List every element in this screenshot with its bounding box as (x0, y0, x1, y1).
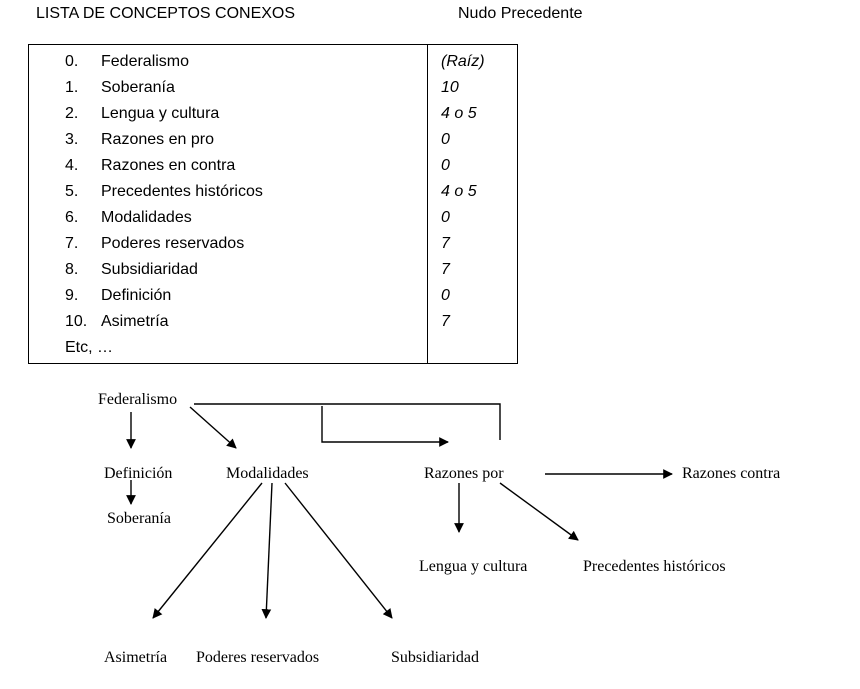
node-federalismo: Federalismo (98, 391, 178, 408)
table-row (29, 257, 517, 282)
row-node: 0 (441, 157, 450, 174)
node-column-title: Nudo Precedente (458, 5, 583, 22)
row-number: 4. (65, 157, 79, 174)
row-number: 7. (65, 235, 79, 252)
row-number: 2. (65, 105, 79, 122)
table-row (29, 179, 517, 204)
table-row (29, 49, 517, 74)
list-title: LISTA DE CONCEPTOS CONEXOS (36, 5, 296, 22)
table-row (29, 153, 517, 178)
row-number: 8. (65, 261, 79, 278)
row-label: Definición (101, 287, 172, 304)
row-node: 0 (441, 209, 450, 226)
edge-federalismo-modalidades (190, 407, 236, 448)
node-soberania: Soberanía (107, 510, 171, 527)
edge-razones-precedentes (500, 483, 578, 540)
row-label: Poderes reservados (101, 235, 245, 252)
row-label: Soberanía (101, 79, 175, 96)
row-number: 3. (65, 131, 79, 148)
concept-map-diagram (0, 380, 860, 689)
row-label: Razones en contra (101, 157, 236, 174)
table-row (29, 283, 517, 308)
row-number: 9. (65, 287, 79, 304)
edge-inner-elbow (322, 406, 448, 442)
table-row (29, 75, 517, 100)
table-row (29, 205, 517, 230)
row-node: (Raíz) (441, 53, 485, 70)
table-row (29, 231, 517, 256)
row-number: 10. (65, 313, 88, 330)
row-label: Razones en pro (101, 131, 214, 148)
row-number: 1. (65, 79, 79, 96)
node-lengua-y-cultura: Lengua y cultura (419, 558, 528, 575)
node-asimetria: Asimetría (104, 649, 168, 666)
table-row-etc (29, 335, 517, 360)
edge-modalidades-asimetria (153, 483, 262, 618)
row-label: Modalidades (101, 209, 192, 226)
row-number: 5. (65, 183, 79, 200)
table-row (29, 127, 517, 152)
node-definicion: Definición (104, 465, 173, 482)
concept-table (28, 44, 518, 364)
row-number: 6. (65, 209, 79, 226)
row-node: 7 (441, 313, 450, 330)
row-label: Subsidiaridad (101, 261, 198, 278)
row-label: Etc, … (65, 339, 114, 356)
node-poderes-reservados: Poderes reservados (196, 649, 320, 666)
row-node: 4 o 5 (441, 183, 477, 200)
row-number: 0. (65, 53, 79, 70)
edge-modalidades-subsidiaridad (285, 483, 392, 618)
row-node: 0 (441, 131, 450, 148)
row-node: 0 (441, 287, 450, 304)
table-row (29, 309, 517, 334)
row-node: 7 (441, 261, 450, 278)
edge-federalismo-razones-por (194, 404, 500, 440)
row-label: Federalismo (101, 53, 190, 70)
table-row (29, 101, 517, 126)
row-label: Precedentes históricos (101, 183, 263, 200)
node-precedentes-historicos: Precedentes históricos (583, 558, 726, 575)
row-node: 7 (441, 235, 450, 252)
row-node: 4 o 5 (441, 105, 477, 122)
node-razones-por: Razones por (424, 465, 504, 482)
edge-modalidades-poderes (266, 483, 272, 618)
row-node: 10 (441, 79, 459, 96)
row-label: Lengua y cultura (101, 105, 220, 122)
node-razones-contra: Razones contra (682, 465, 781, 482)
node-modalidades: Modalidades (226, 465, 309, 482)
node-subsidiaridad: Subsidiaridad (391, 649, 479, 666)
row-label: Asimetría (101, 313, 169, 330)
diagram-connectors (0, 380, 860, 689)
